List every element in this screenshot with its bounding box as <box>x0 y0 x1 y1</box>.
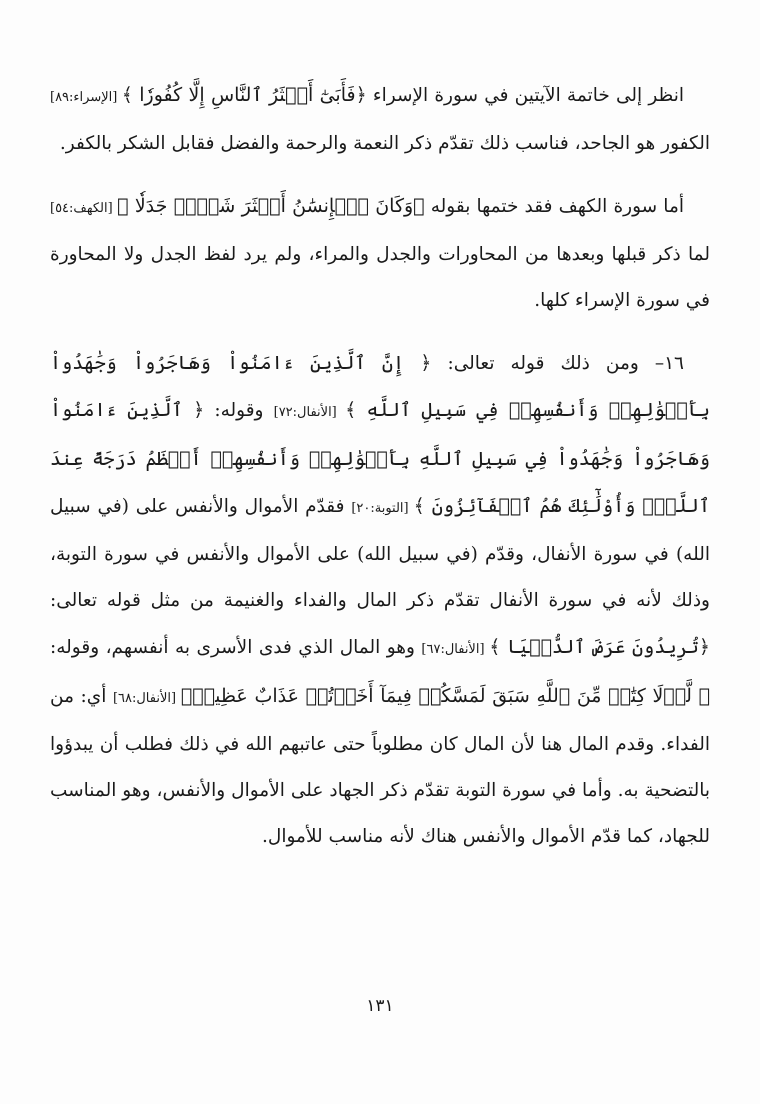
quran-verse: ﴿ إِنَّ ٱلَّذِينَ ءَامَنُواْ وَهَاجَرُواْ وَجَٰهَدُواْ بِأَمۡوَٰلِهِمۡ وَأَنفُسِهِمۡ فِي سَبِيلِ ٱللَّهِ ﴾ <box>50 352 710 421</box>
verse-reference: [التوبة:٢٠] <box>351 501 414 516</box>
verse-reference: [الإسراء:٨٩] <box>50 90 122 105</box>
body-text: أي: من الفداء. وقدم المال هنا لأن المال كان مطلوباً حتى عاتبهم الله في ذلك فطلب أن يبدؤوا بالتضحية به. وأما في سورة التوبة تقدّم ذكر الجهاد على الأموال والأنفس، وهو المناسب للجهاد، كما قدّم الأموال والأنفس هناك لأنه مناسب للأموال. <box>50 686 710 847</box>
quran-verse: ﴿ ٱلَّذِينَ ءَامَنُواْ وَهَاجَرُواْ وَجَٰهَدُواْ فِي سَبِيلِ ٱللَّهِ بِأَمۡوَٰلِهِمۡ وَأَنفُسِهِمۡ أَعۡظَمُ دَرَجَةً عِندَ ٱللَّهِۚ وَأُوْلَٰٓئِكَ هُمُ ٱلۡفَآئِزُونَ ﴾ <box>50 399 710 517</box>
body-text: وهو المال الذي فدى الأسرى به أنفسهم، وقوله: <box>50 637 422 658</box>
body-text: فقدّم الأموال والأنفس على (في سبيل الله) في سورة الأنفال، وقدّم (في سبيل الله) على الأموال والأنفس في سورة التوبة، وذلك لأنه في سورة الأنفال تقدّم ذكر المال والفداء والغنيمة من مثل قوله تعالى: <box>50 496 710 611</box>
page-body-text <box>50 72 710 876</box>
verse-reference: [الأنفال:٦٧] <box>421 642 490 657</box>
body-text: انظر إلى خاتمة الآيتين في سورة الإسراء <box>366 85 685 106</box>
verse-reference: [الأنفال:٦٨] <box>112 691 181 706</box>
verse-reference: [الكهف:٥٤] <box>50 201 118 216</box>
page-number: ١٣١ <box>366 996 394 1016</box>
verse-reference: [الأنفال:٧٢] <box>273 405 346 420</box>
paragraph <box>50 183 710 324</box>
body-text: وقوله: <box>204 400 274 421</box>
quran-verse: ﴿فَأَبَىٰٓ أَكۡثَرُ ٱلنَّاسِ إِلَّا كُفُورٗا ﴾ <box>121 84 367 106</box>
body-text: لما ذكر قبلها وبعدها من المحاورات والجدل والمراء، ولم يرد لفظ الجدل ولا المحاورة في سورة الإسراء كلها. <box>50 244 710 311</box>
paragraph <box>50 72 710 167</box>
quran-verse: ﴿وَكَانَ ٱلۡإِنسَٰنُ أَكۡثَرَ شَيۡءٖ جَدَلٗا ﴾ <box>117 195 425 217</box>
quran-verse: ﴿ لَّوۡلَا كِتَٰبٞ مِّنَ ٱللَّهِ سَبَقَ لَمَسَّكُمۡ فِيمَآ أَخَذۡتُمۡ عَذَابٌ عَظِيمٞ﴾ <box>180 685 711 707</box>
quran-verse: ﴿تُرِيدُونَ عَرَضَ ٱلدُّنۡيَا ﴾ <box>489 636 710 658</box>
paragraph <box>50 340 710 860</box>
body-text: أما سورة الكهف فقد ختمها بقوله <box>424 196 684 217</box>
body-text: ١٦– ومن ذلك قوله تعالى: <box>431 353 684 374</box>
body-text: الكفور هو الجاحد، فناسب ذلك تقدّم ذكر النعمة والرحمة والفضل فقابل الشكر بالكفر. <box>59 133 710 154</box>
